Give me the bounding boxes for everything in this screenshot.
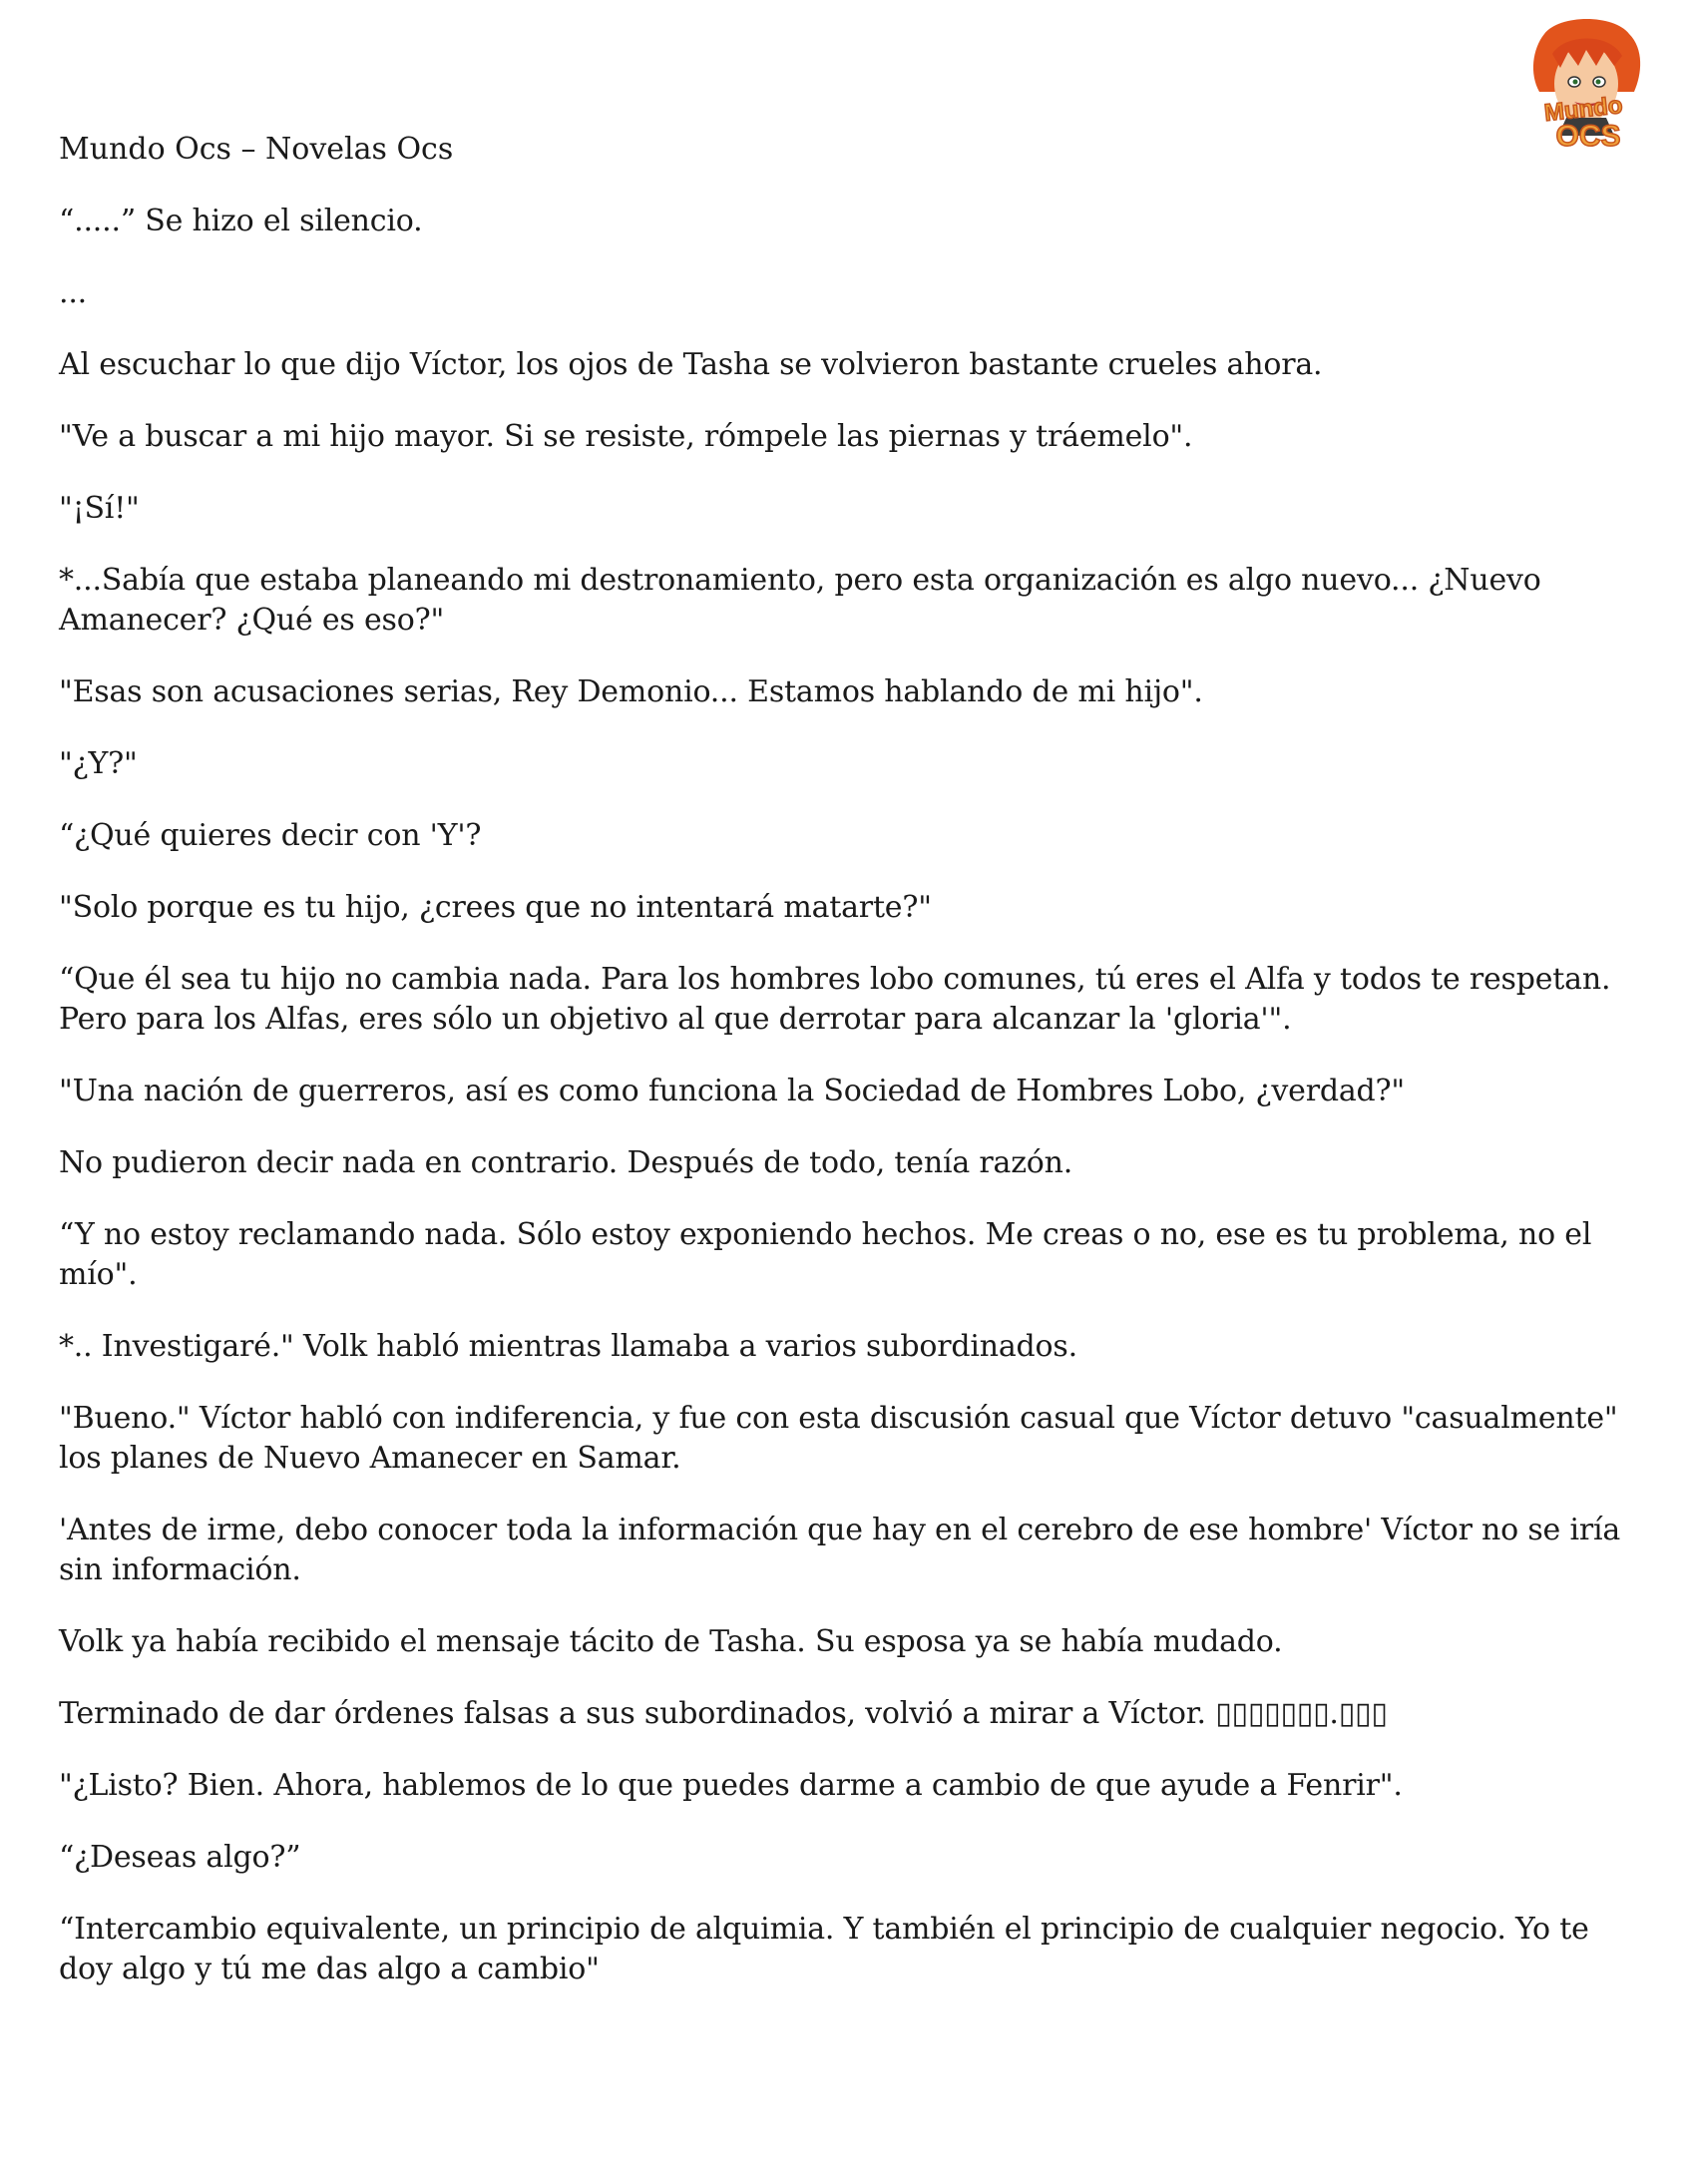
- paragraph: *...Sabía que estaba planeando mi destronamiento, pero esta organización es algo nuevo... ¿Nuevo Amanecer? ¿Qué es eso?": [59, 563, 1541, 638]
- document-body: [59, 202, 1645, 2021]
- logo-graphic: [1504, 14, 1664, 174]
- paragraph: "¡Sí!": [59, 491, 140, 526]
- paragraph: “.....” Se hizo el silencio.: [59, 204, 423, 238]
- paragraph: 'Antes de irme, debo conocer toda la información que hay en el cerebro de ese hombre' Víctor no se iría sin información.: [59, 1513, 1621, 1587]
- paragraph: *.. Investigaré." Volk habló mientras llamaba a varios subordinados.: [59, 1329, 1077, 1364]
- paragraph: "Ve a buscar a mi hijo mayor. Si se resiste, rómpele las piernas y tráemelo".: [59, 419, 1193, 454]
- paragraph: No pudieron decir nada en contrario. Después de todo, tenía razón.: [59, 1145, 1073, 1180]
- paragraph: Terminado de dar órdenes falsas a sus subordinados, volvió a mirar a Víctor. ▯▯▯▯▯▯▯.▯▯▯: [59, 1696, 1388, 1731]
- mundo-ocs-logo: [1504, 14, 1664, 174]
- paragraph: "Una nación de guerreros, así es como funciona la Sociedad de Hombres Lobo, ¿verdad?": [59, 1074, 1406, 1108]
- paragraph: “¿Deseas algo?”: [59, 1840, 301, 1875]
- paragraph: "Solo porque es tu hijo, ¿crees que no intentará matarte?": [59, 890, 932, 925]
- paragraph: Volk ya había recibido el mensaje tácito de Tasha. Su esposa ya se había mudado.: [59, 1624, 1283, 1659]
- paragraph: "Bueno." Víctor habló con indiferencia, y fue con esta discusión casual que Víctor detuvo "casualmente" los planes de Nuevo Amanecer en Samar.: [59, 1401, 1618, 1476]
- svg-text:Mundo: Mundo: [1542, 92, 1624, 128]
- paragraph: “¿Qué quieres decir con 'Y'?: [59, 818, 482, 853]
- paragraph: “Y no estoy reclamando nada. Sólo estoy exponiendo hechos. Me creas o no, ese es tu problema, no el mío".: [59, 1217, 1592, 1292]
- paragraph: "Esas son acusaciones serias, Rey Demonio... Estamos hablando de mi hijo".: [59, 674, 1203, 709]
- paragraph: ...: [59, 275, 88, 310]
- paragraph: “Intercambio equivalente, un principio de alquimia. Y también el principio de cualquier negocio. Yo te doy algo y tú me das algo a cambio": [59, 1912, 1589, 1986]
- paragraph: "¿Y?": [59, 746, 138, 781]
- paragraph: Al escuchar lo que dijo Víctor, los ojos de Tasha se volvieron bastante crueles ahora.: [59, 347, 1323, 382]
- paragraph: "¿Listo? Bien. Ahora, hablemos de lo que puedes darme a cambio de que ayude a Fenrir".: [59, 1768, 1403, 1803]
- page-header: Mundo Ocs – Novelas Ocs: [59, 132, 454, 167]
- svg-text:OCS: OCS: [1555, 120, 1621, 153]
- paragraph: “Que él sea tu hijo no cambia nada. Para los hombres lobo comunes, tú eres el Alfa y todos te respetan. Pero para los Alfas, eres sólo un objetivo al que derrotar para alcanzar la 'gloria'".: [59, 962, 1611, 1037]
